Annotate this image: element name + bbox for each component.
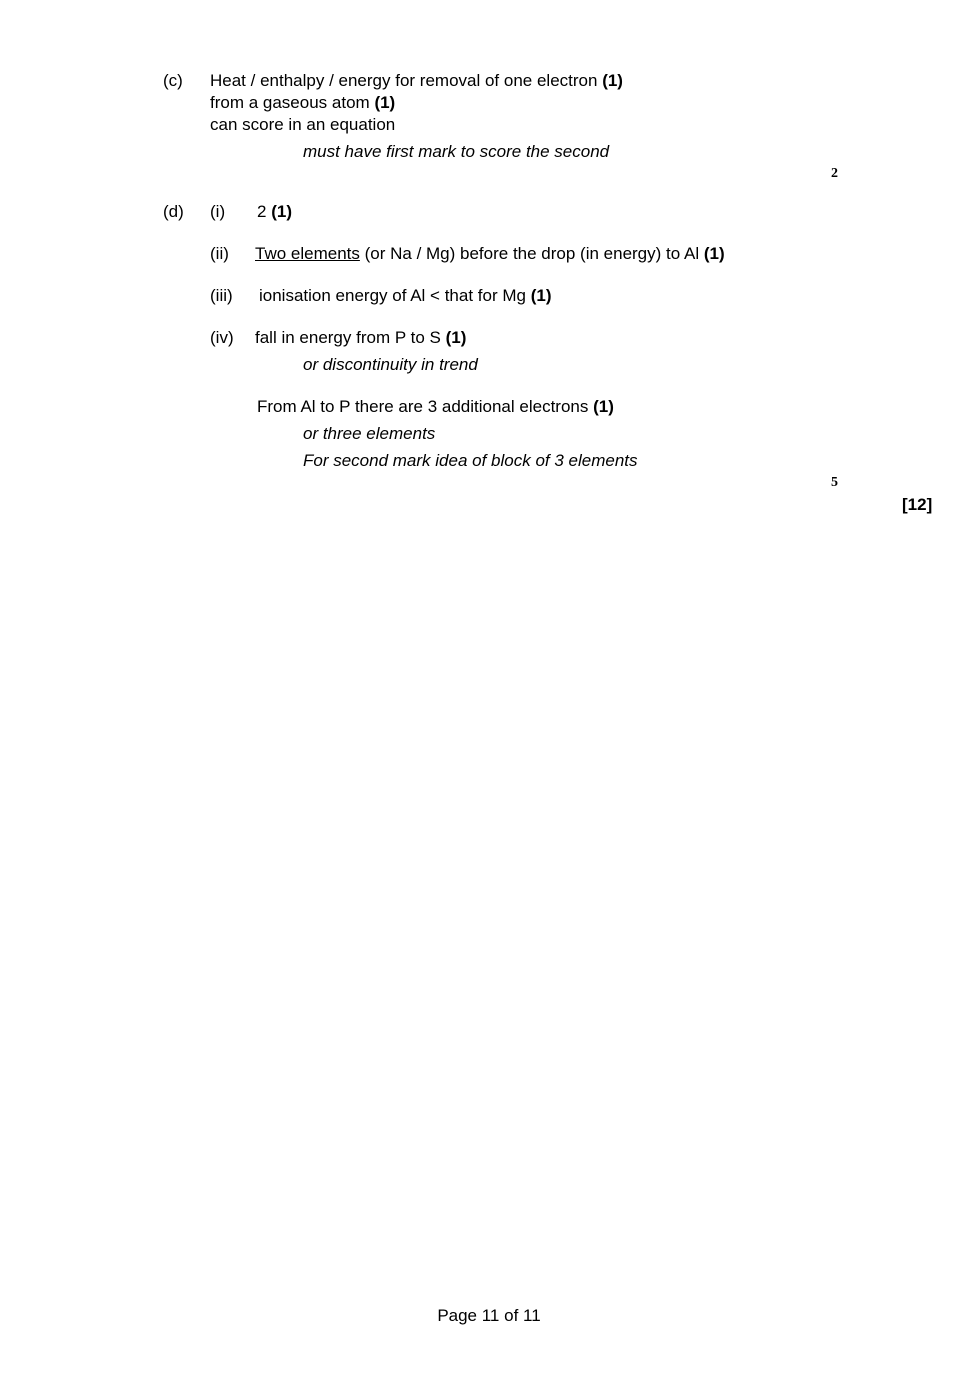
mark: (1) (602, 71, 623, 90)
part-d-iv-line-2: From Al to P there are 3 additional electrons (1) (257, 397, 614, 416)
part-c-line-3: can score in an equation (210, 115, 396, 134)
part-c-line-1: Heat / enthalpy / energy for removal of one electron (1) (210, 71, 623, 90)
part-d-iii-answer: ionisation energy of Al < that for Mg (1) (259, 286, 552, 305)
mark: (1) (530, 286, 552, 305)
part-c-marks-total: 2 (831, 166, 838, 181)
mark: (1) (374, 93, 396, 112)
part-d-iv-label: (iv) (210, 328, 234, 347)
page-footer: Page 11 of 11 (437, 1306, 541, 1325)
part-d-marks-total: 5 (831, 475, 838, 490)
part-d-iii-label: (iii) (210, 286, 233, 305)
part-d-ii-answer: Two elements (or Na / Mg) before the drop (in energy) to Al (1) (255, 244, 725, 263)
part-d-iv-alt-2: or three elements (303, 424, 436, 443)
part-d-i-label: (i) (210, 202, 226, 221)
mark: (1) (593, 397, 614, 416)
part-d-i-answer: 2 (1) (257, 202, 292, 221)
part-d-iv-answer: fall in energy from P to S (1) (255, 328, 467, 347)
mark: (1) (271, 202, 292, 221)
part-d-ii-label: (ii) (210, 244, 229, 263)
part-d-iv-note: For second mark idea of block of 3 elements (303, 451, 638, 470)
part-c-label: (c) (163, 71, 183, 90)
mark: (1) (445, 328, 467, 347)
part-d-label: (d) (163, 202, 184, 221)
mark: (1) (703, 244, 725, 263)
part-c-note: must have first mark to score the second (303, 142, 610, 161)
part-c-line-2: from a gaseous atom (1) (210, 93, 396, 112)
part-d-iv-alt: or discontinuity in trend (303, 355, 478, 374)
question-total: [12] (902, 495, 933, 514)
